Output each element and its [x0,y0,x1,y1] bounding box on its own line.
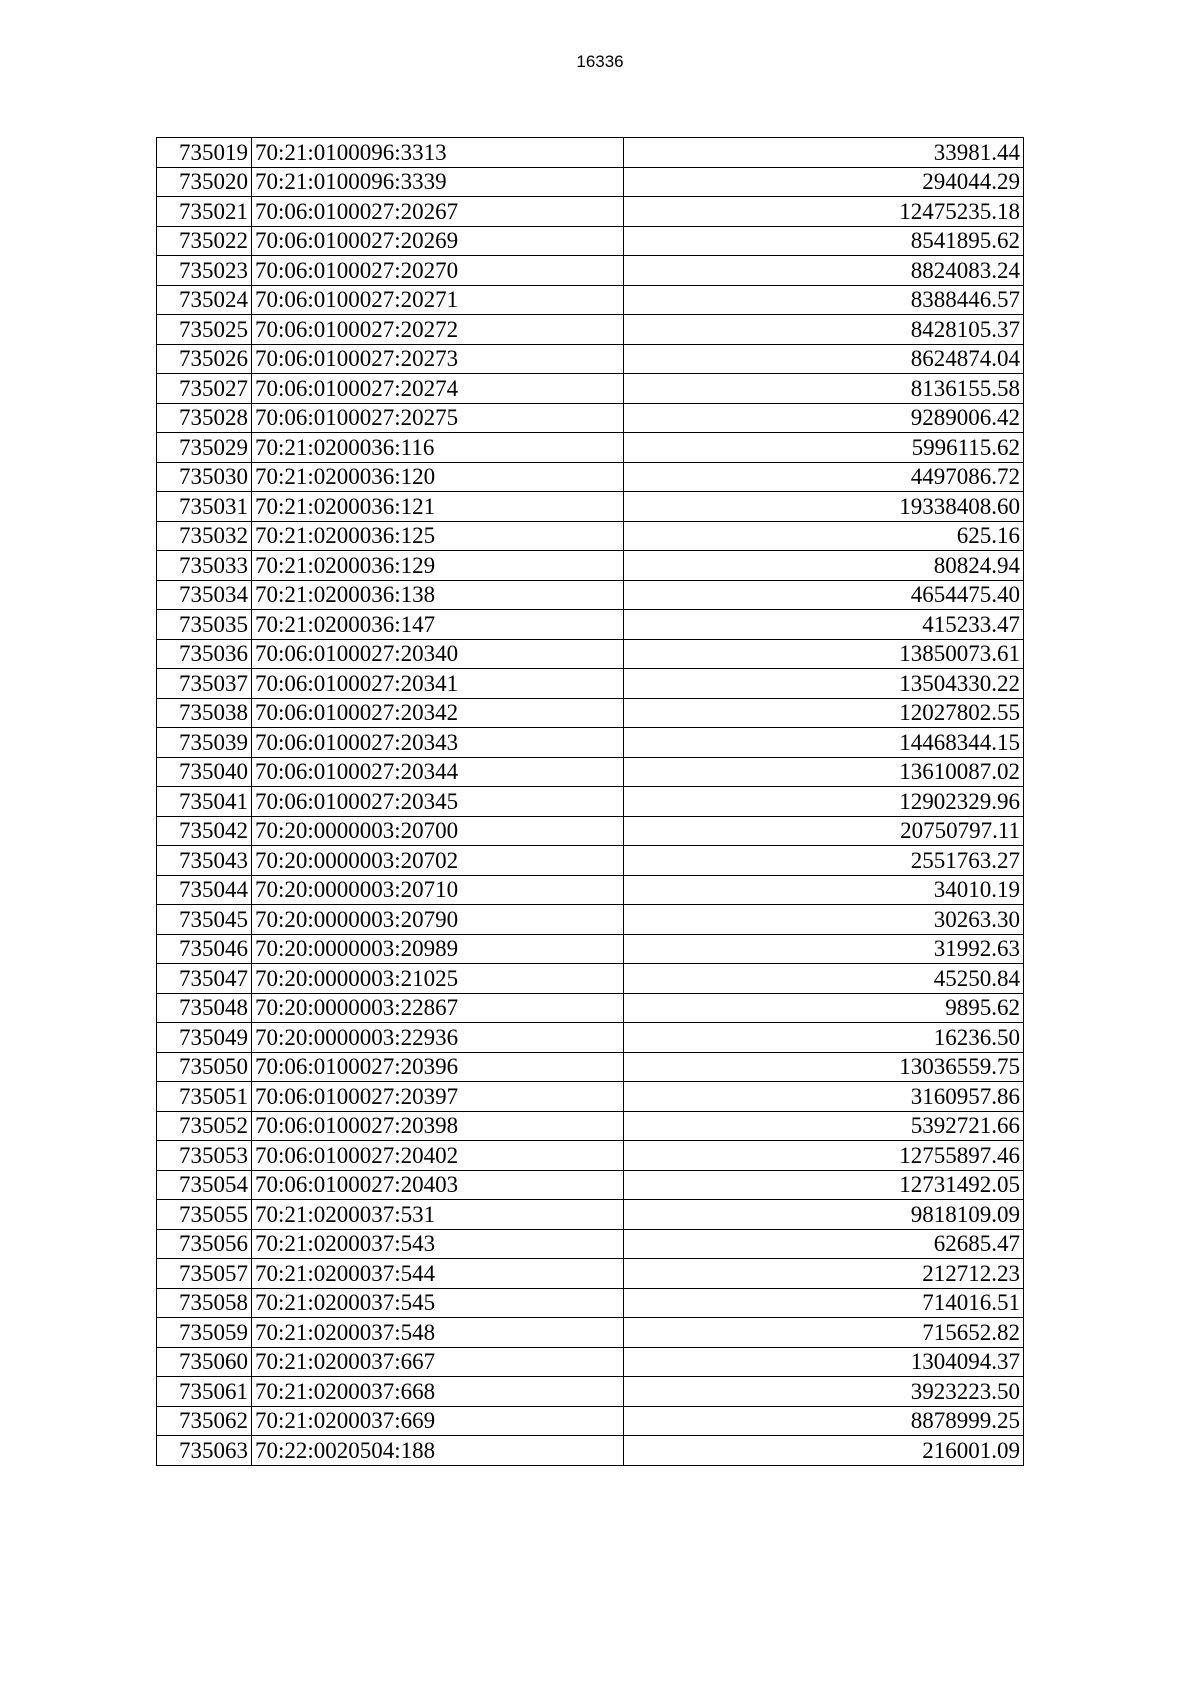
value-cell: 5392721.66 [624,1111,1024,1141]
value-cell: 3923223.50 [624,1377,1024,1407]
value-cell: 4654475.40 [624,580,1024,610]
table-row [157,521,1024,551]
table-row [157,669,1024,699]
value-cell: 8136155.58 [624,374,1024,404]
row-number-cell: 735053 [157,1141,252,1171]
cadastral-number-cell: 70:21:0100096:3339 [252,167,624,197]
value-cell: 8624874.04 [624,344,1024,374]
table-row [157,698,1024,728]
table-row [157,1170,1024,1200]
row-number-cell: 735044 [157,875,252,905]
value-cell: 5996115.62 [624,433,1024,463]
value-cell: 45250.84 [624,964,1024,994]
value-cell: 16236.50 [624,1023,1024,1053]
table-row [157,1052,1024,1082]
value-cell: 1304094.37 [624,1347,1024,1377]
value-cell: 8388446.57 [624,285,1024,315]
table-row [157,1023,1024,1053]
table-row [157,1377,1024,1407]
cadastral-number-cell: 70:20:0000003:20790 [252,905,624,935]
cadastral-number-cell: 70:06:0100027:20342 [252,698,624,728]
row-number-cell: 735049 [157,1023,252,1053]
cadastral-number-cell: 70:06:0100027:20267 [252,197,624,227]
row-number-cell: 735037 [157,669,252,699]
row-number-cell: 735033 [157,551,252,581]
value-cell: 9289006.42 [624,403,1024,433]
cadastral-number-cell: 70:21:0200036:125 [252,521,624,551]
cadastral-number-cell: 70:21:0200036:147 [252,610,624,640]
cadastral-number-cell: 70:21:0200037:667 [252,1347,624,1377]
table-row [157,875,1024,905]
cadastral-number-cell: 70:21:0200037:548 [252,1318,624,1348]
row-number-cell: 735061 [157,1377,252,1407]
row-number-cell: 735054 [157,1170,252,1200]
row-number-cell: 735052 [157,1111,252,1141]
cadastral-number-cell: 70:06:0100027:20273 [252,344,624,374]
value-cell: 294044.29 [624,167,1024,197]
table-row [157,138,1024,168]
cadastral-number-cell: 70:21:0200037:543 [252,1229,624,1259]
value-cell: 8541895.62 [624,226,1024,256]
cadastral-number-cell: 70:06:0100027:20340 [252,639,624,669]
cadastral-number-cell: 70:20:0000003:20702 [252,846,624,876]
value-cell: 714016.51 [624,1288,1024,1318]
row-number-cell: 735059 [157,1318,252,1348]
row-number-cell: 735063 [157,1436,252,1466]
table-row [157,639,1024,669]
table-row [157,964,1024,994]
value-cell: 20750797.11 [624,816,1024,846]
table-body [157,138,1024,1466]
cadastral-number-cell: 70:21:0200036:120 [252,462,624,492]
row-number-cell: 735021 [157,197,252,227]
value-cell: 12731492.05 [624,1170,1024,1200]
cadastral-number-cell: 70:21:0200037:545 [252,1288,624,1318]
value-cell: 4497086.72 [624,462,1024,492]
cadastral-number-cell: 70:21:0100096:3313 [252,138,624,168]
cadastral-number-cell: 70:21:0200036:138 [252,580,624,610]
table-row [157,1082,1024,1112]
row-number-cell: 735024 [157,285,252,315]
value-cell: 80824.94 [624,551,1024,581]
value-cell: 13036559.75 [624,1052,1024,1082]
row-number-cell: 735042 [157,816,252,846]
table-row [157,344,1024,374]
cadastral-number-cell: 70:06:0100027:20269 [252,226,624,256]
row-number-cell: 735032 [157,521,252,551]
table-row [157,993,1024,1023]
value-cell: 13850073.61 [624,639,1024,669]
row-number-cell: 735034 [157,580,252,610]
row-number-cell: 735047 [157,964,252,994]
row-number-cell: 735028 [157,403,252,433]
cadastral-number-cell: 70:06:0100027:20402 [252,1141,624,1171]
table-row [157,285,1024,315]
value-cell: 14468344.15 [624,728,1024,758]
table-row [157,1347,1024,1377]
row-number-cell: 735048 [157,993,252,1023]
row-number-cell: 735046 [157,934,252,964]
cadastral-number-cell: 70:20:0000003:22867 [252,993,624,1023]
table-row [157,787,1024,817]
table-row [157,551,1024,581]
table-row [157,315,1024,345]
row-number-cell: 735036 [157,639,252,669]
cadastral-number-cell: 70:20:0000003:21025 [252,964,624,994]
cadastral-number-cell: 70:06:0100027:20345 [252,787,624,817]
row-number-cell: 735057 [157,1259,252,1289]
row-number-cell: 735038 [157,698,252,728]
value-cell: 212712.23 [624,1259,1024,1289]
cadastral-number-cell: 70:06:0100027:20344 [252,757,624,787]
row-number-cell: 735026 [157,344,252,374]
row-number-cell: 735041 [157,787,252,817]
row-number-cell: 735043 [157,846,252,876]
table-row [157,846,1024,876]
table-row [157,580,1024,610]
row-number-cell: 735051 [157,1082,252,1112]
cadastral-number-cell: 70:21:0200037:668 [252,1377,624,1407]
cadastral-number-cell: 70:22:0020504:188 [252,1436,624,1466]
value-cell: 19338408.60 [624,492,1024,522]
value-cell: 625.16 [624,521,1024,551]
cadastral-number-cell: 70:20:0000003:20700 [252,816,624,846]
value-cell: 8824083.24 [624,256,1024,286]
row-number-cell: 735055 [157,1200,252,1230]
row-number-cell: 735050 [157,1052,252,1082]
table-row [157,403,1024,433]
table-row [157,1229,1024,1259]
row-number-cell: 735020 [157,167,252,197]
table-row [157,492,1024,522]
cadastral-number-cell: 70:21:0200037:669 [252,1406,624,1436]
row-number-cell: 735023 [157,256,252,286]
table-row [157,905,1024,935]
cadastral-number-cell: 70:21:0200036:129 [252,551,624,581]
cadastral-number-cell: 70:21:0200036:116 [252,433,624,463]
row-number-cell: 735040 [157,757,252,787]
row-number-cell: 735031 [157,492,252,522]
cadastral-number-cell: 70:06:0100027:20270 [252,256,624,286]
row-number-cell: 735030 [157,462,252,492]
table-row [157,728,1024,758]
table-row [157,1141,1024,1171]
cadastral-number-cell: 70:20:0000003:20989 [252,934,624,964]
row-number-cell: 735060 [157,1347,252,1377]
cadastral-number-cell: 70:06:0100027:20398 [252,1111,624,1141]
cadastral-number-cell: 70:06:0100027:20341 [252,669,624,699]
cadastral-number-cell: 70:06:0100027:20275 [252,403,624,433]
table-row [157,226,1024,256]
cadastral-number-cell: 70:20:0000003:20710 [252,875,624,905]
table-row [157,1318,1024,1348]
table-row [157,816,1024,846]
row-number-cell: 735039 [157,728,252,758]
row-number-cell: 735025 [157,315,252,345]
row-number-cell: 735035 [157,610,252,640]
value-cell: 13610087.02 [624,757,1024,787]
value-cell: 216001.09 [624,1436,1024,1466]
table-row [157,1436,1024,1466]
table-row [157,374,1024,404]
value-cell: 12027802.55 [624,698,1024,728]
table-row [157,1111,1024,1141]
table-row [157,757,1024,787]
table-row [157,610,1024,640]
value-cell: 62685.47 [624,1229,1024,1259]
table-row [157,934,1024,964]
cadastral-number-cell: 70:06:0100027:20343 [252,728,624,758]
cadastral-number-cell: 70:20:0000003:22936 [252,1023,624,1053]
cadastral-number-cell: 70:06:0100027:20271 [252,285,624,315]
value-cell: 30263.30 [624,905,1024,935]
value-cell: 2551763.27 [624,846,1024,876]
table-row [157,462,1024,492]
cadastral-number-cell: 70:21:0200037:531 [252,1200,624,1230]
table-row [157,197,1024,227]
table-row [157,1259,1024,1289]
cadastral-number-cell: 70:06:0100027:20396 [252,1052,624,1082]
page-number: 16336 [576,52,624,71]
cadastral-number-cell: 70:21:0200037:544 [252,1259,624,1289]
value-cell: 13504330.22 [624,669,1024,699]
table-row [157,256,1024,286]
value-cell: 8428105.37 [624,315,1024,345]
cadastral-number-cell: 70:06:0100027:20272 [252,315,624,345]
value-cell: 34010.19 [624,875,1024,905]
table-row [157,433,1024,463]
value-cell: 715652.82 [624,1318,1024,1348]
table-row [157,1200,1024,1230]
row-number-cell: 735058 [157,1288,252,1318]
row-number-cell: 735022 [157,226,252,256]
value-cell: 8878999.25 [624,1406,1024,1436]
value-cell: 9895.62 [624,993,1024,1023]
table-row [157,1406,1024,1436]
value-cell: 12475235.18 [624,197,1024,227]
row-number-cell: 735056 [157,1229,252,1259]
row-number-cell: 735045 [157,905,252,935]
row-number-cell: 735027 [157,374,252,404]
row-number-cell: 735062 [157,1406,252,1436]
cadastral-number-cell: 70:21:0200036:121 [252,492,624,522]
value-cell: 415233.47 [624,610,1024,640]
cadastral-number-cell: 70:06:0100027:20274 [252,374,624,404]
value-cell: 31992.63 [624,934,1024,964]
row-number-cell: 735019 [157,138,252,168]
value-cell: 33981.44 [624,138,1024,168]
cadastral-value-table [156,137,1024,1466]
row-number-cell: 735029 [157,433,252,463]
cadastral-number-cell: 70:06:0100027:20397 [252,1082,624,1112]
value-cell: 9818109.09 [624,1200,1024,1230]
cadastral-number-cell: 70:06:0100027:20403 [252,1170,624,1200]
table-row [157,1288,1024,1318]
value-cell: 12755897.46 [624,1141,1024,1171]
value-cell: 3160957.86 [624,1082,1024,1112]
table-row [157,167,1024,197]
value-cell: 12902329.96 [624,787,1024,817]
